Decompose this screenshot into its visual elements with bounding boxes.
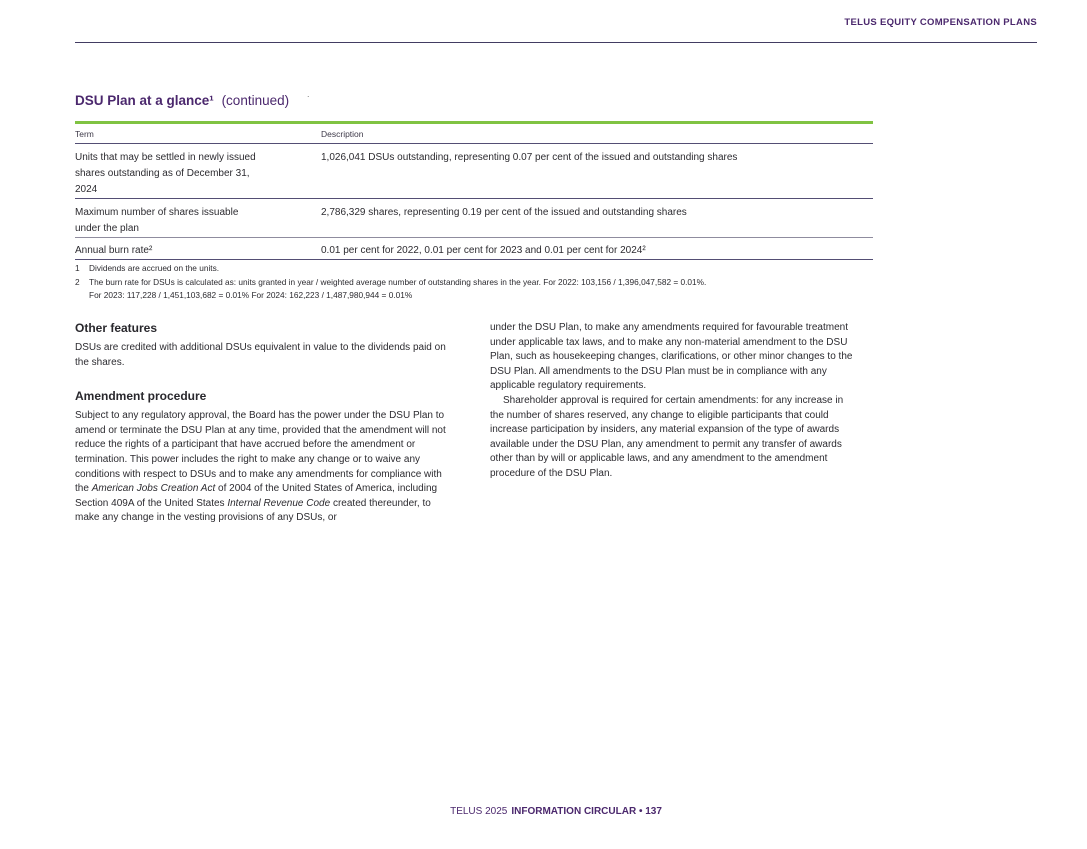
footnote-text	[89, 276, 815, 302]
footnote-2	[75, 276, 815, 302]
footnote-1	[75, 262, 815, 275]
other-features-heading: Other features	[75, 321, 158, 335]
term-cell: Annual burn rate²	[75, 245, 153, 256]
column-header-description: Description	[321, 123, 873, 144]
amendment-text-3: created thereunder, to make any change in the vesting provisions of any DSUs, or	[75, 497, 431, 524]
amendment-procedure-heading: Amendment procedure	[75, 389, 207, 404]
amendment-procedure-paragraph	[75, 409, 453, 526]
right-column	[490, 321, 855, 526]
page-title	[75, 92, 310, 108]
amendment-text-2: of 2004 of the United States of America, including Section 409A of the United States	[75, 483, 438, 509]
footnote-marker: 2	[75, 277, 80, 287]
footer-prefix: TELUS 2025	[450, 806, 508, 817]
stray-mark: ·	[306, 92, 310, 101]
description-cell: 0.01 per cent for 2022, 0.01 per cent for 2023 and 0.01 per cent for 2024²	[321, 245, 646, 256]
running-header: TELUS EQUITY COMPENSATION PLANS	[844, 17, 1037, 28]
table-row	[75, 144, 873, 199]
term-cell: Units that may be settled in newly issued shares outstanding as of December 31, 2024	[75, 152, 256, 195]
term-cell: Maximum number of shares issuable under the plan	[75, 207, 239, 234]
description-cell: 1,026,041 DSUs outstanding, representing 0.07 per cent of the issued and outstanding shares	[321, 152, 738, 163]
amendment-text-1: Subject to any regulatory approval, the Board has the power under the DSU Plan to amend or terminate the DSU Plan at any time, provided that the amendment will not reduce the rights of a participant that have accrued before the amendment or termination. This power includes the right to make any change or to waive any conditions with respect to DSUs and to make any amendments for compliance with the	[75, 410, 446, 495]
amendment-italic-code: Internal Revenue Code	[227, 497, 331, 509]
footer-page-number: INFORMATION CIRCULAR • 137	[511, 806, 662, 817]
other-features-paragraph: DSUs are credited with additional DSUs equivalent in value to the dividends paid on the shares.	[75, 342, 446, 368]
two-column-body	[75, 321, 865, 526]
right-column-paragraph-2: Shareholder approval is required for certain amendments: for any increase in the number of shares reserved, any change to eligible participants that could increase participation by insiders, any material expansion of the type of awards available under the DSU Plan, any amendment to permit any transfer of awards other than by will or applicable laws, and any amendment to the amendment procedure of the DSU Plan.	[490, 394, 844, 479]
table-row	[75, 199, 873, 238]
page-title-continued: (continued)	[221, 93, 290, 108]
table-header-row	[75, 123, 873, 144]
footnote-text: Dividends are accrued on the units.	[89, 263, 220, 273]
footnote-text-line1: The burn rate for DSUs is calculated as: units granted in year / weighted average number of outstanding shares in the year. For 2022: 103,156 / 1,396,047,582 = 0.01%.	[89, 277, 707, 287]
footnotes	[75, 262, 815, 303]
left-column	[75, 321, 453, 526]
table-row	[75, 238, 873, 260]
page-footer	[75, 806, 1037, 817]
amendment-italic-act: American Jobs Creation Act	[91, 483, 216, 495]
header-divider	[75, 42, 1037, 43]
right-column-paragraph-1: under the DSU Plan, to make any amendments required for favourable treatment under applicable tax laws, and to make any non-material amendment to the DSU Plan, such as housekeeping changes, clarifications, or other minor changes to the DSU Plan. All amendments to the DSU Plan must be in compliance with any applicable regulatory requirements.	[490, 322, 853, 392]
column-header-term: Term	[75, 123, 321, 144]
description-cell: 2,786,329 shares, representing 0.19 per cent of the issued and outstanding shares	[321, 207, 687, 218]
footnote-marker: 1	[75, 263, 80, 273]
footnote-text-line2: For 2023: 117,228 / 1,451,103,682 = 0.01% For 2024: 162,223 / 1,487,980,944 = 0.01%	[89, 290, 413, 300]
page-title-bold: DSU Plan at a glance¹	[75, 93, 214, 108]
dsu-plan-table	[75, 121, 873, 260]
